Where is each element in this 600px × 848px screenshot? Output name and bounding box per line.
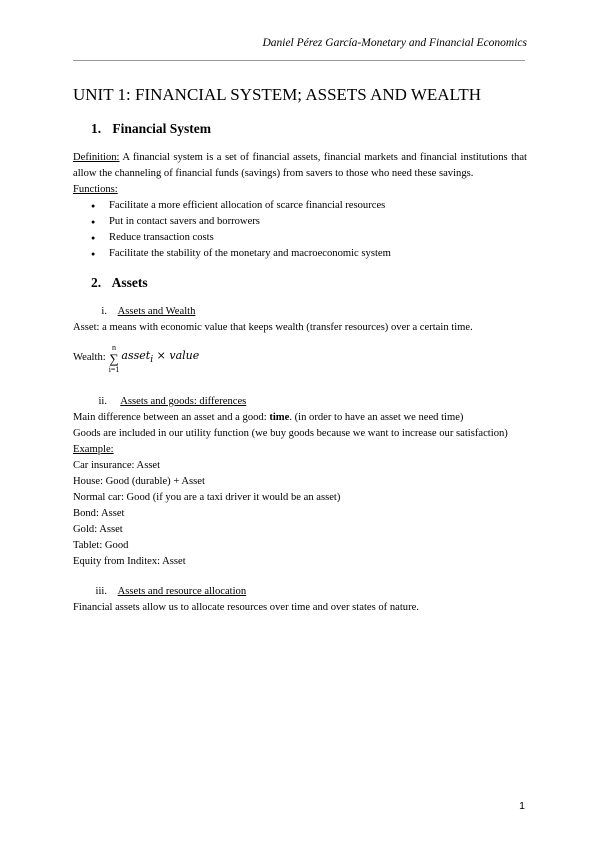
subsection-label: Assets and Wealth [117,306,196,317]
list-item: House: Good (durable) + Asset [73,476,205,487]
list-item: ● Facilitate a more efficient allocation of scarce financial resources [91,198,527,214]
list-item: ● Reduce transaction costs [91,230,527,246]
section-title: Financial System [112,121,212,136]
subsection-label: Assets and resource allocation [117,586,247,597]
functions-list [73,198,527,262]
list-item: Bond: Asset [73,508,125,519]
sum-upper-limit: n [112,342,117,352]
list-item: Tablet: Good [73,540,129,551]
summation [109,343,120,374]
section-heading-assets [91,274,527,292]
section-title: Assets [111,275,148,290]
subsection-heading-assets-goods [73,394,527,410]
subsection-heading-resource-allocation [73,584,527,600]
header-divider [73,60,525,61]
page-number: 1 [519,800,525,812]
section-number: 1. [91,121,102,136]
list-item: Equity from Inditex: Asset [73,556,186,567]
wealth-label: Wealth: [73,352,106,363]
list-item: ● Put in contact savers and borrowers [91,214,527,230]
definition-text: A financial system is a set of financial assets, financial markets and financial institutions that allow the channeling of financial funds (savings) from savers to those who need these savings. [73,152,527,179]
section-heading-financial-system [91,120,527,138]
asset-definition: Asset: a means with economic value that keeps wealth (transfer resources) over a certain time. [73,322,473,333]
formula-term: asset$_i$ × value [121,348,200,366]
list-item: Normal car: Good (if you are a taxi driver it would be an asset) [73,492,341,503]
definition-label: Definition: [73,152,120,163]
subsection-label: Assets and goods: differences [120,396,247,407]
list-item: Gold: Asset [73,524,123,535]
example-label: Example: [73,444,114,455]
wealth-formula [73,336,527,380]
sigma-symbol: ∑ [109,350,119,366]
page-content [73,84,527,616]
list-item: ● Facilitate the stability of the monetary and macroeconomic system [91,246,527,262]
subsection-numeral: ii. [98,396,107,407]
section-number: 2. [91,275,102,290]
subsection-heading-assets-wealth [73,304,527,320]
sum-lower-limit: i=1 [108,364,120,374]
resource-allocation-text: Financial assets allow us to allocate resources over time and over states of nature. [73,602,419,613]
unit-title: UNIT 1: FINANCIAL SYSTEM; ASSETS AND WEALTH [73,85,482,104]
running-header: Daniel Pérez García-Monetary and Financial Economics [262,37,527,49]
subsection-numeral: i. [101,306,107,317]
definition-paragraph [73,150,527,182]
list-item: Car insurance: Asset [73,460,161,471]
bold-time: time [269,412,290,423]
difference-line: Main difference between an asset and a good: time. (in order to have an asset we need time) [73,412,464,423]
subsection-numeral: iii. [95,586,107,597]
utility-line: Goods are included in our utility function (we buy goods because we want to increase our satisfaction) [73,428,508,439]
functions-label: Functions: [73,184,118,195]
